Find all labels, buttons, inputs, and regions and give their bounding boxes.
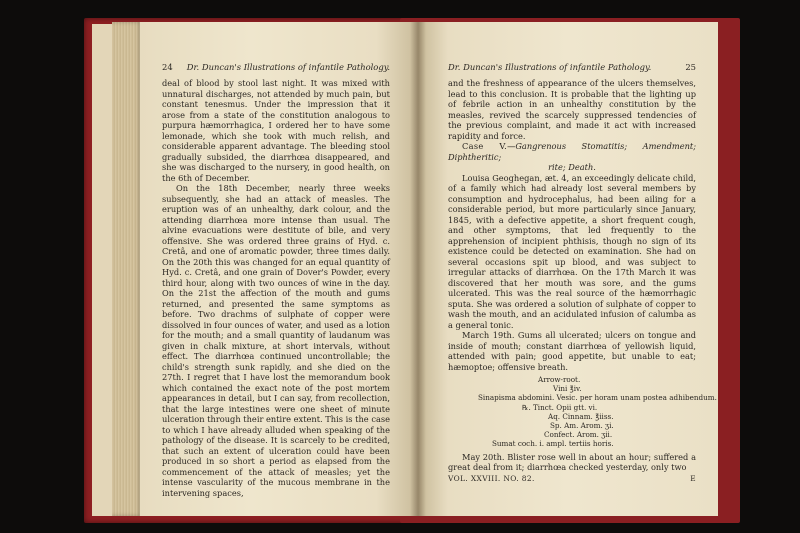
prescription: [448, 375, 717, 449]
left-page-body: [162, 78, 390, 498]
left-page-header: [162, 62, 390, 72]
left-page-number: 24: [162, 62, 173, 72]
prescription-line: Confect. Arom. ʒii.: [544, 430, 613, 440]
case-title: —Gangrenous Stomatitis; Amendment; Diphtheritic;: [448, 141, 696, 162]
left-page: [140, 22, 418, 516]
case-heading: [448, 141, 696, 162]
prescription-line: Vini ℥iv.: [553, 384, 582, 394]
left-paragraph-1: deal of blood by stool last night. It was mixed with unnatural discharges, not attended by much pain, but constant tenesmus. Under the impression that it arose from a state of the constitution analogous to purpura hæmorrhagica, I ordered her to have some lemonade, which she took with much relish, and considerable apparent advantage. The bleeding stool gradually subsided, the diarrhœa disappeared, and she was discharged to the nursery, in good health, on the 6th of December.: [162, 78, 390, 183]
prescription-line: ℞. Tinct. Opii gtt. vi.: [522, 402, 598, 412]
right-page: [418, 22, 718, 516]
prescription-line: Aq. Cinnam. ℥iiss.: [548, 411, 614, 421]
prescription-line: Sp. Am. Arom. ʒi.: [550, 421, 614, 431]
right-page-number: 25: [685, 62, 696, 72]
right-page-footer: [448, 474, 696, 483]
case-title-continued: rite; Death.: [548, 162, 596, 172]
right-page-header: [448, 62, 696, 72]
volume-signature: VOL. XXVIII. NO. 82.: [448, 473, 535, 483]
right-paragraph-1: and the freshness of appearance of the ulcers themselves, lead to this conclusion. It is probable that the lighting up of febrile action in an unhealthy constitution by the measles, revived the scarcely suppressed tendencies of the previous complaint, and made it act with increased rapidity and force.: [448, 78, 696, 141]
prescription-line: Sumat coch. i. ampl. tertiis horis.: [492, 439, 614, 449]
right-paragraph-4: May 20th. Blister rose well in about an hour; suffered a great deal from it; diarrhœa checked yesterday, only two: [448, 451, 696, 473]
right-paragraph-2: Louisa Geoghegan, æt. 4, an exceedingly delicate child, of a family which had already lost several members by consumption and hydrocephalus, had been ailing for a considerable period, but more particularly since January, 1845, with a defective appetite, a short frequent cough, and other symptoms, that led frequently to the apprehension of incipient phthisis, though no sign of its existence could be detected on examination. She had on several occasions spit up blood, and was subject to irregular attacks of diarrhœa. On the 17th March it was discovered that her mouth was sore, and the gums ulcerated. This was the real source of the hæmorrhagic sputa. She was ordered a solution of sulphate of copper to wash the mouth, and an acidulated infusion of calumba as a general tonic.: [448, 172, 696, 330]
page-edges: [112, 22, 142, 516]
left-paragraph-2: On the 18th December, nearly three weeks subsequently, she had an attack of measles. The eruption was of an unhealthy, dark colour, and the attending diarrhœa more intense than usual. The alvine evacuations were destitute of bile, and very offensive. She was ordered three grains of Hyd. c. Cretâ, and one of aromatic powder, three times daily. On the 20th this was changed for an equal quantity of Hyd. c. Cretâ, and one grain of Dover's Powder, every third hour, along with two ounces of wine in the day. On the 21st the affection of the mouth and gums returned, and presented the same symptoms as before. Two drachms of sulphate of copper were dissolved in four ounces of water, and used as a lotion for the mouth; and a small quantity of laudanum was given in chalk mixture, at short intervals, without effect. The diarrhœa continued uncontrollable; the child's strength sunk rapidly, and she died on the 27th. I regret that I have lost the memorandum book which contained the exact note of the post mortem appearances in detail, but I can say, from recollection, that the large intestines were one sheet of minute ulceration through their entire extent. This is the case to which I have already alluded when speaking of the pathology of the disease. It is scarcely to be credited, that such an extent of ulceration could have been produced in so short a period as elapsed from the commencement of the attack of measles; yet the intense vascularity of the mucous membrane in the intervening spaces,: [162, 183, 390, 498]
prescription-line: Arrow-root.: [538, 375, 581, 384]
prescription-line: Sinapisma abdomini. Vesic. per horam unam postea adhibendum.: [478, 393, 717, 403]
gathering-mark: E: [690, 473, 696, 483]
case-label: Case V.: [462, 141, 508, 151]
right-running-title: Dr. Duncan's Illustrations of infantile Pathology.: [448, 62, 652, 72]
right-paragraph-3: March 19th. Gums all ulcerated; ulcers on tongue and inside of mouth; constant diarrhœa of yellowish liquid, attended with pain; good appetite, but unable to eat; hæmoptoe; offensive breath.: [448, 330, 696, 372]
book-gutter: [410, 22, 426, 516]
left-running-title: Dr. Duncan's Illustrations of infantile Pathology.: [186, 62, 390, 72]
right-page-body: [448, 78, 717, 473]
